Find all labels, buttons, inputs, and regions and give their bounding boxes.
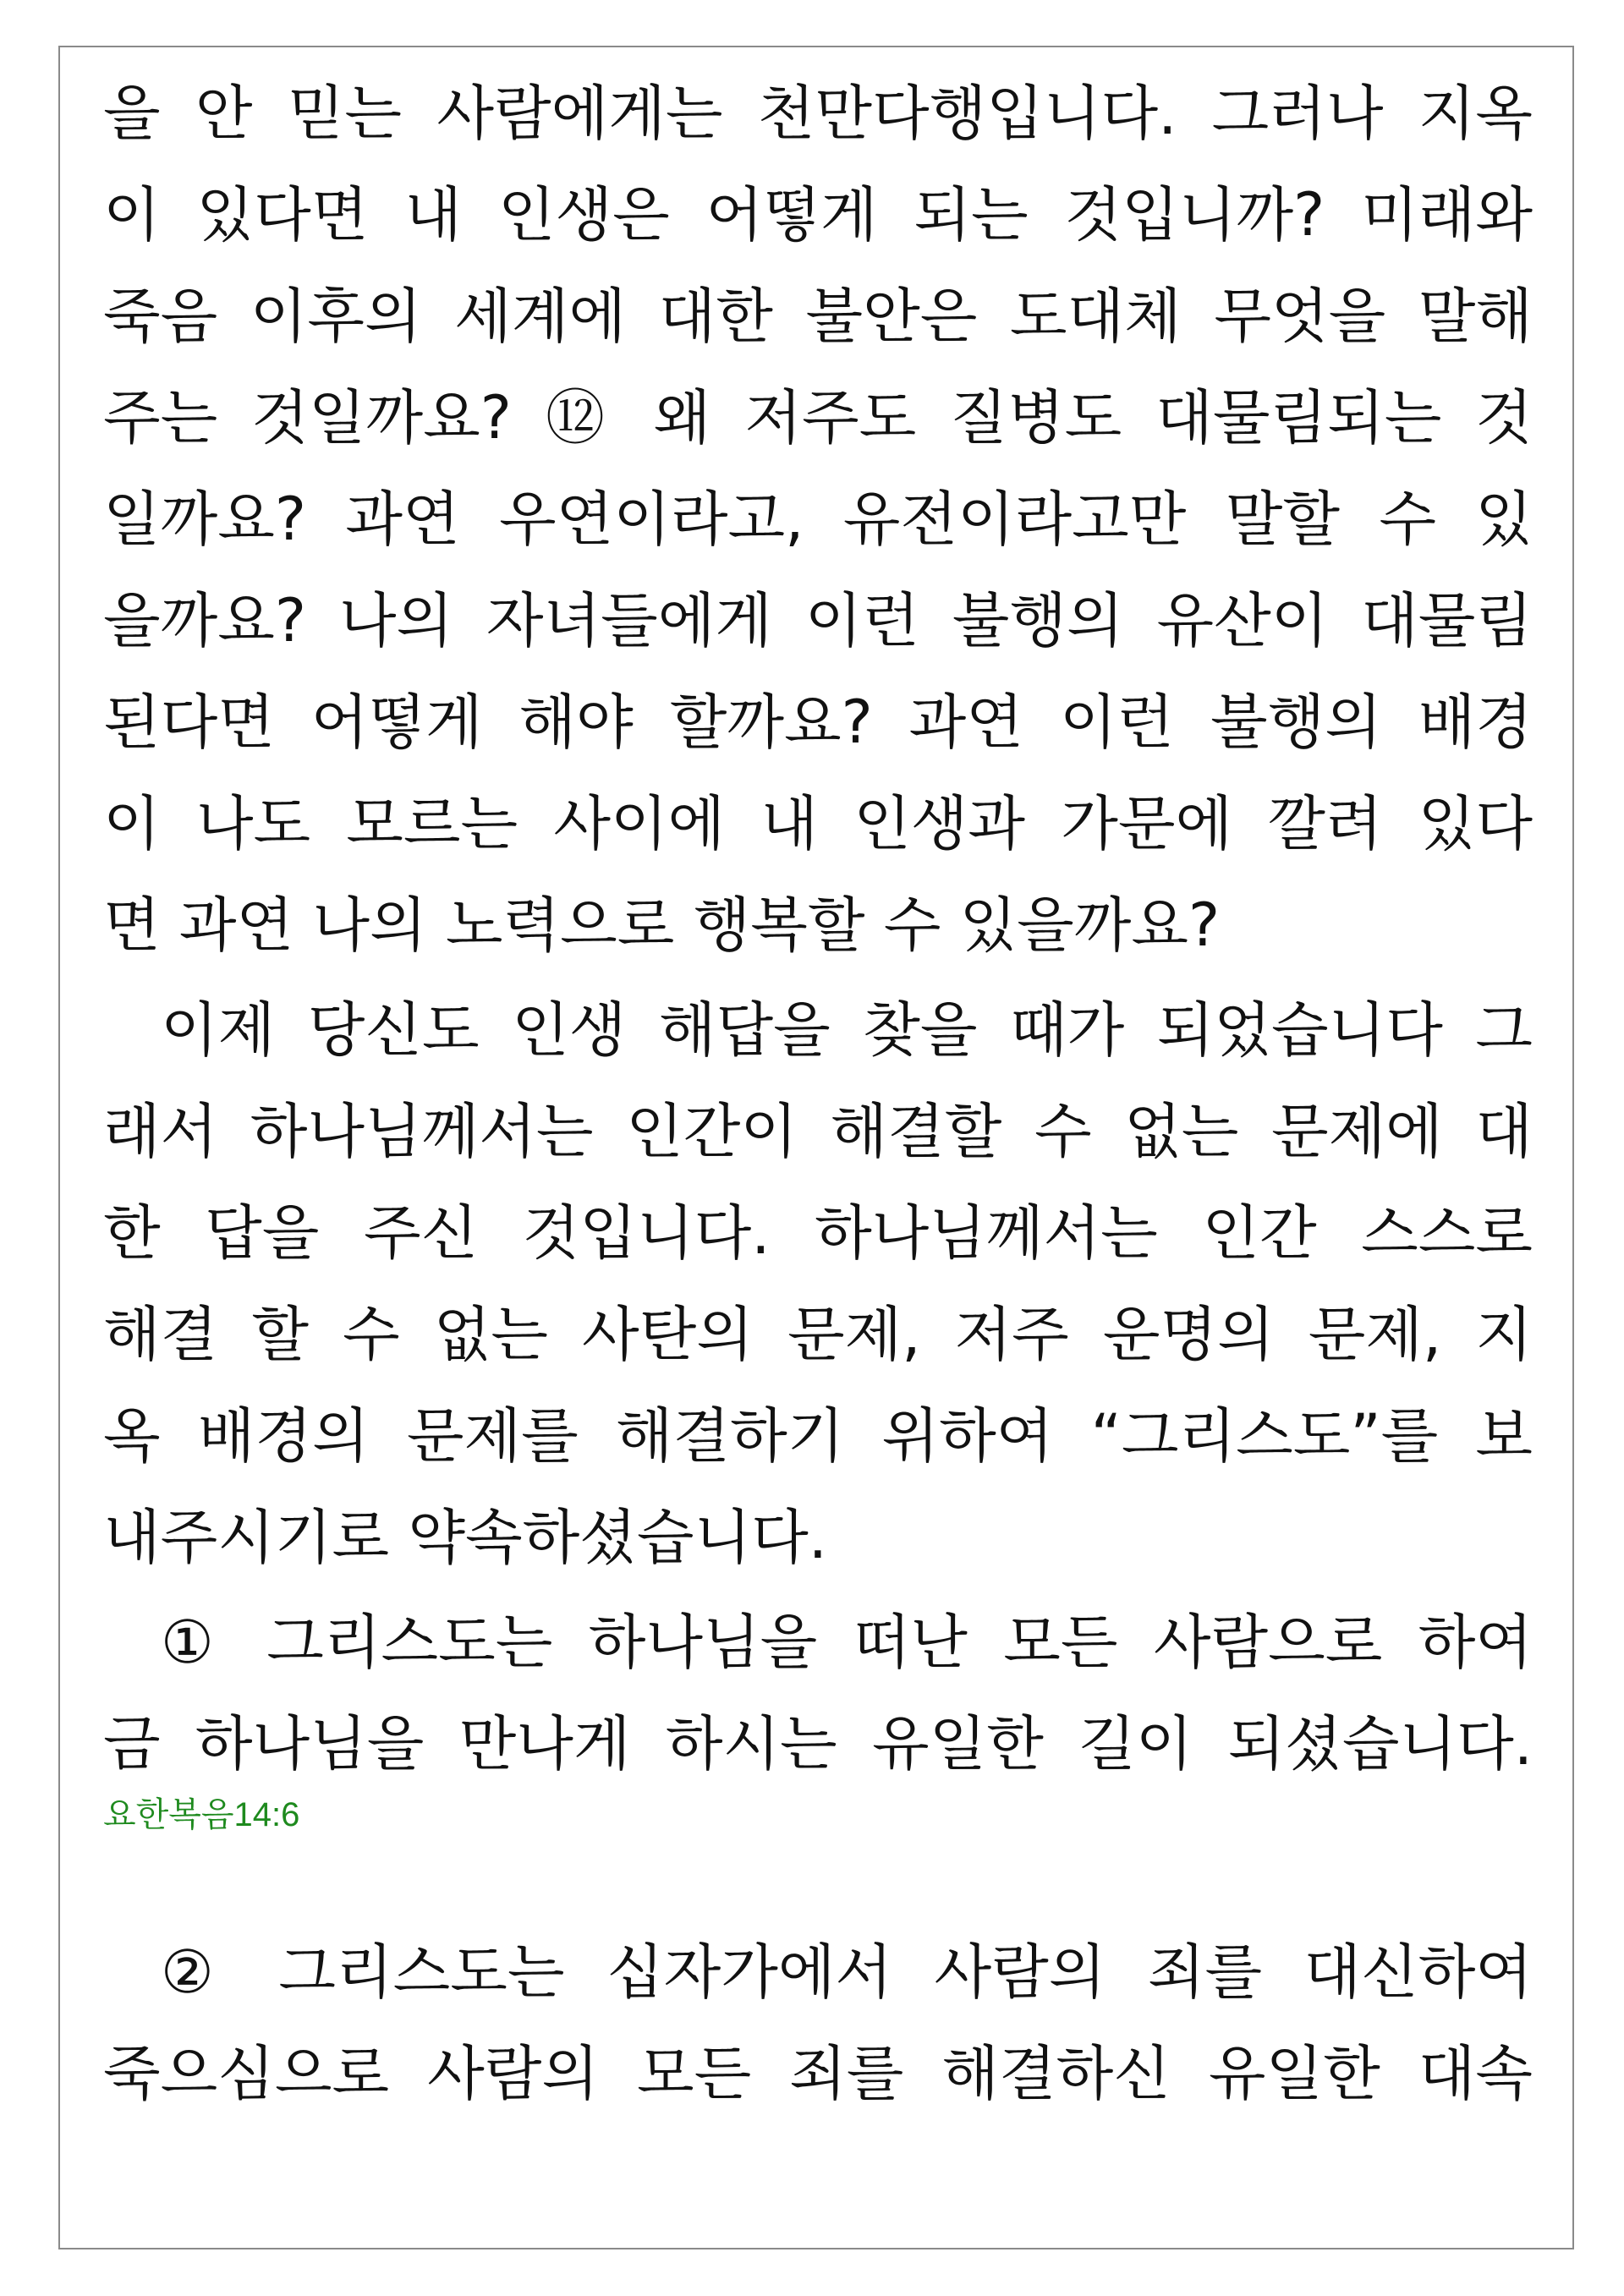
text-line: 된다면 어떻게 해야 할까요? 과연 이런 불행의 배경 xyxy=(103,688,1533,757)
text-line: 을까요? 나의 자녀들에게 이런 불행의 유산이 대물림 xyxy=(103,586,1533,655)
text-line: ① 그리스도는 하나님을 떠난 모든 사람으로 하여 xyxy=(161,1608,1533,1677)
paragraph xyxy=(103,979,1533,1588)
text-line: ② 그리스도는 십자가에서 사람의 죄를 대신하여 xyxy=(161,1937,1533,2007)
text-line: 한 답을 주신 것입니다. 하나님께서는 인간 스스로 xyxy=(103,1198,1533,1268)
text-line: 일까요? 과연 우연이라고, 유전이라고만 말할 수 있 xyxy=(103,485,1533,554)
numbered-point xyxy=(103,1921,1533,2124)
text-line: 래서 하나님께서는 인간이 해결할 수 없는 문제에 대 xyxy=(103,1097,1533,1166)
text-line: 이 있다면 내 인생은 어떻게 되는 것입니까? 미래와 xyxy=(103,180,1533,249)
paragraph xyxy=(103,63,1533,976)
text-line: 면 과연 나의 노력으로 행복할 수 있을까요? xyxy=(103,890,1221,960)
text-line: 을 안 믿는 사람에게는 천만다행입니다. 그러나 지옥 xyxy=(103,79,1533,148)
text-line: 주는 것일까요? ⑫ 왜 저주도 질병도 대물림되는 것 xyxy=(103,383,1533,452)
text-line: 죽음 이후의 세계에 대한 불안은 도대체 무엇을 말해 xyxy=(103,282,1533,351)
text-line: 이 나도 모르는 사이에 내 인생과 가문에 깔려 있다 xyxy=(103,789,1533,858)
document-body xyxy=(103,63,1533,2124)
bible-reference: 요한복음14:6 xyxy=(103,1796,300,1833)
text-line: 해결 할 수 없는 사탄의 문제, 저주 운명의 문제, 지 xyxy=(103,1300,1533,1369)
text-line: 이제 당신도 인생 해답을 찾을 때가 되었습니다 그 xyxy=(161,995,1533,1065)
numbered-point xyxy=(103,1592,1533,1838)
text-line: 내주시기로 약속하셨습니다. xyxy=(103,1503,827,1572)
text-line: 금 하나님을 만나게 하시는 유일한 길이 되셨습니다. xyxy=(103,1709,1533,1778)
text-line: 옥 배경의 문제를 해결하기 위하여 “그리스도”를 보 xyxy=(103,1401,1533,1471)
text-line: 죽으심으로 사람의 모든 죄를 해결하신 유일한 대속 xyxy=(103,2039,1533,2108)
